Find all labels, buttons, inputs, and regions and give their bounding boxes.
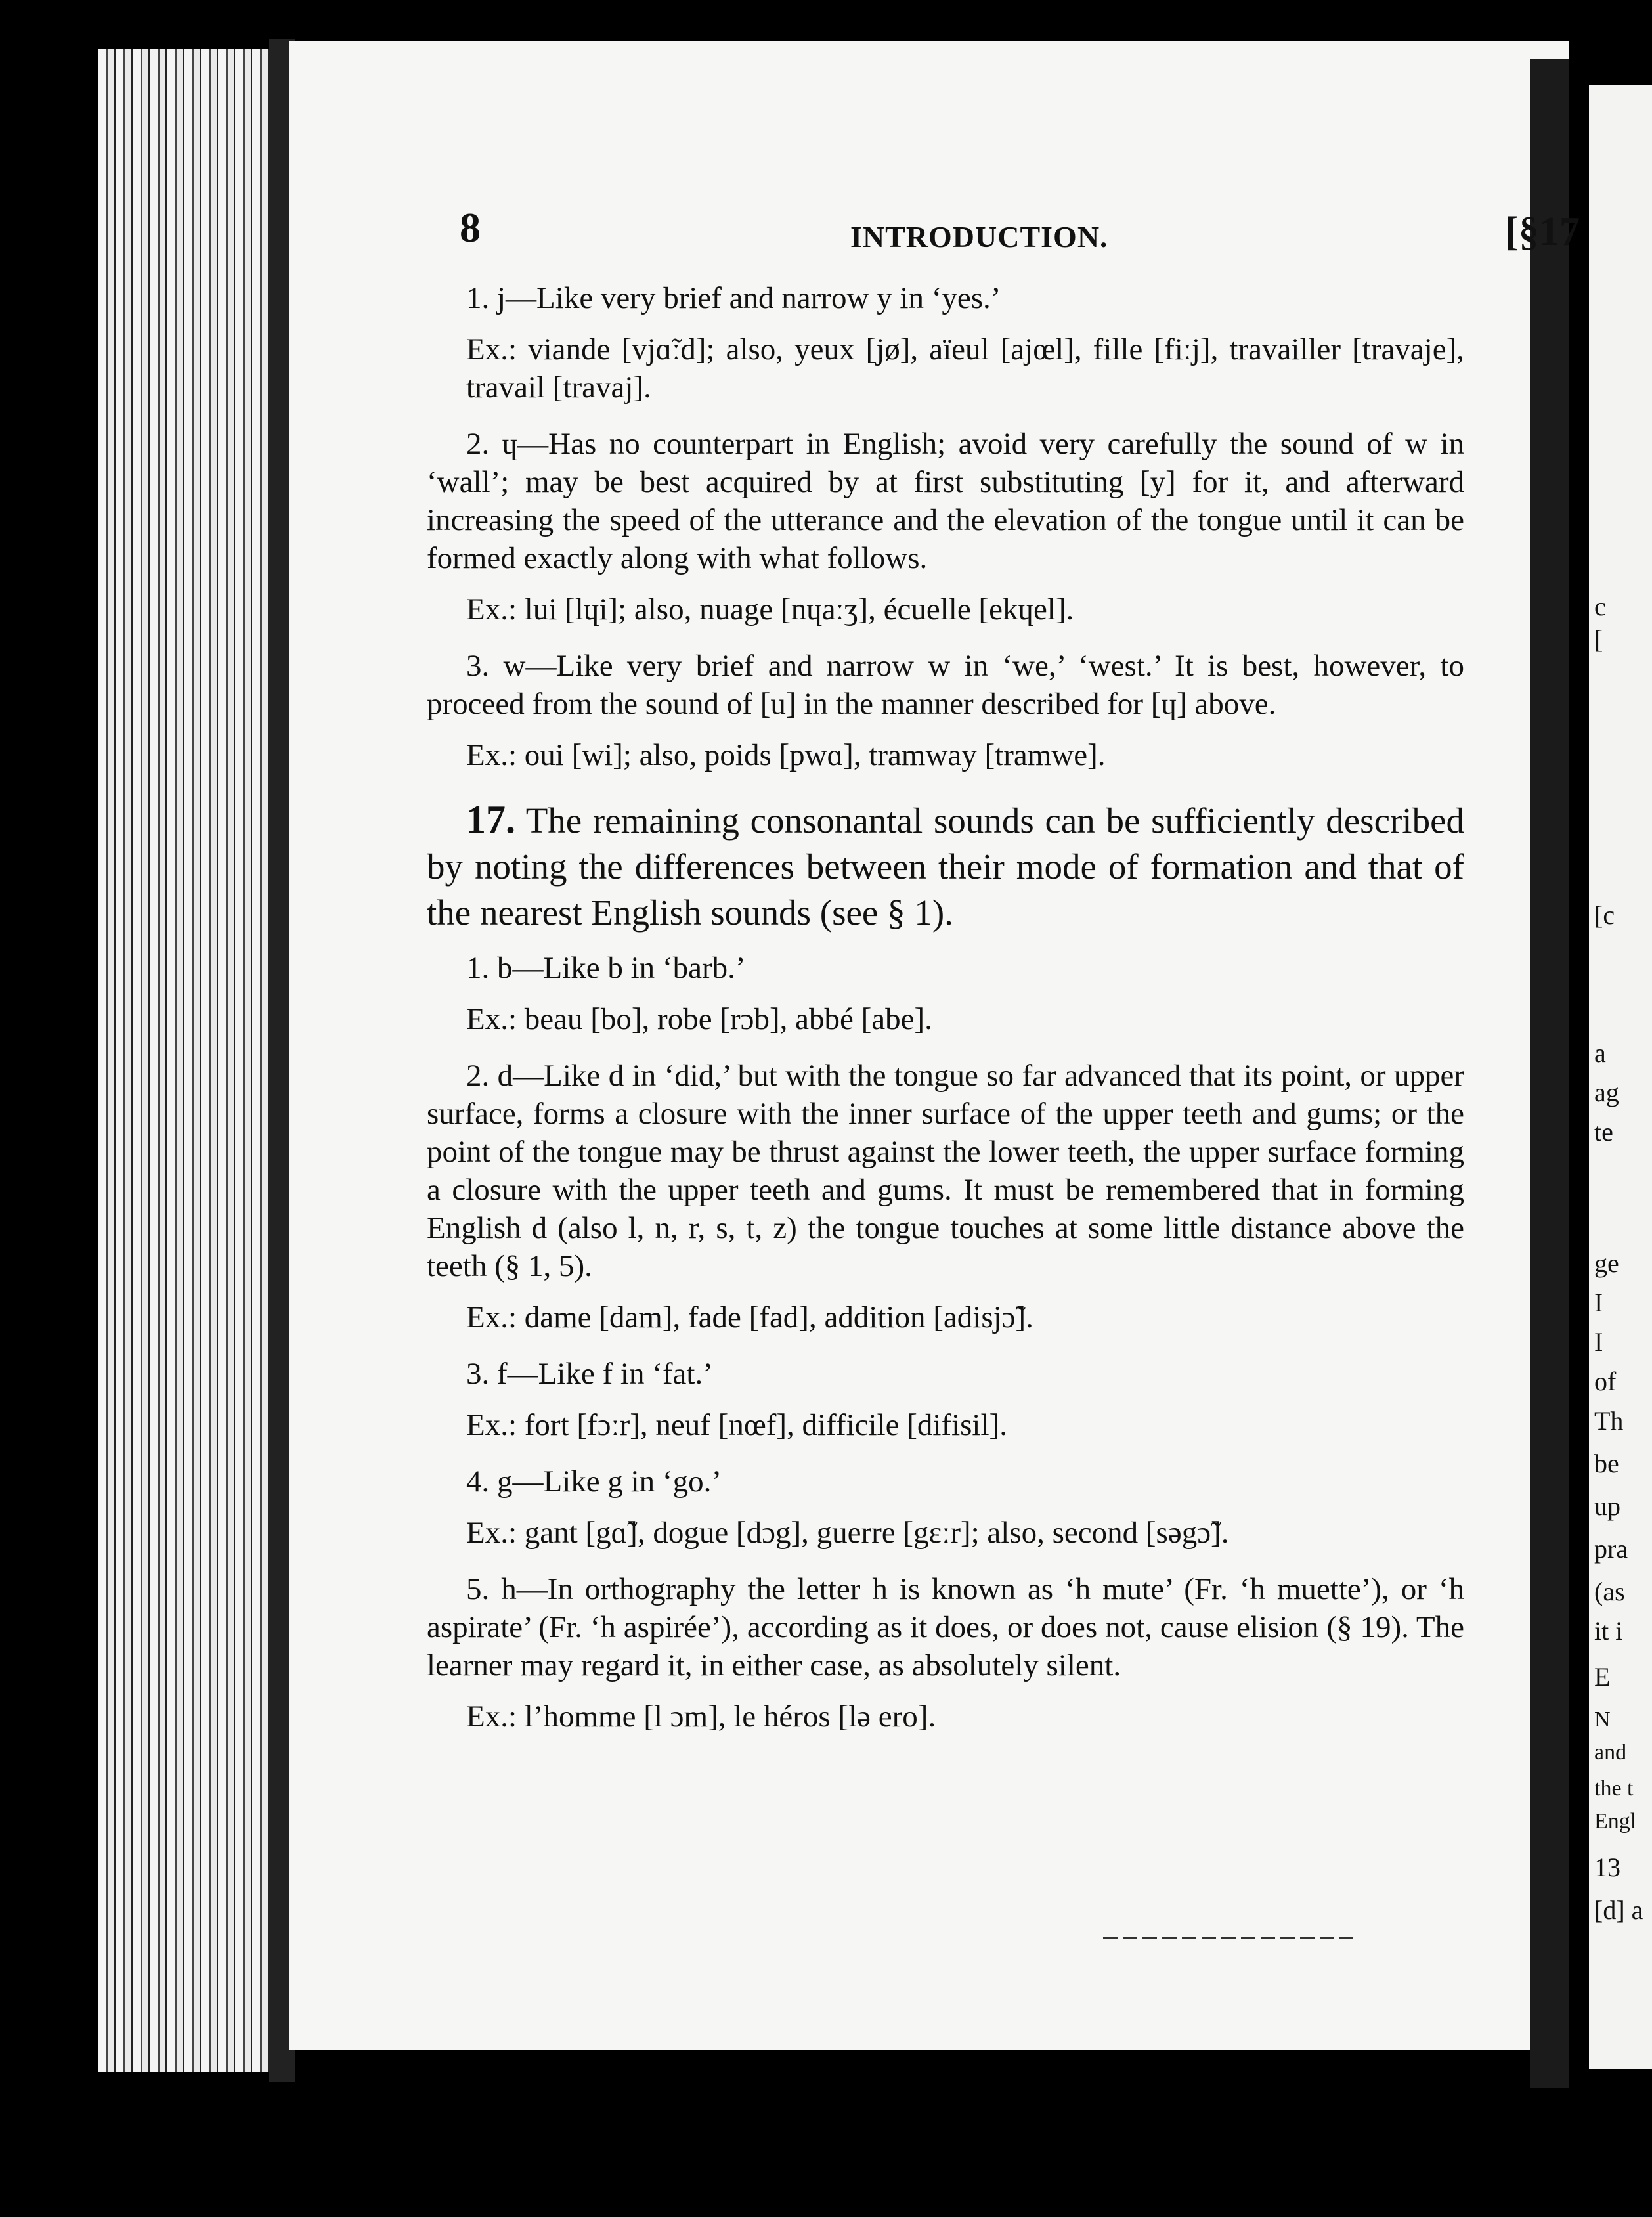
section-number: 17. [466, 798, 515, 841]
item-paragraph: 1. b—Like b in ‘barb.’ [466, 951, 746, 985]
page-number: 8 [460, 204, 481, 251]
example-paragraph: Ex.: gant [gɑ̃], dogue [dɔg], guerre [gɛːr]; also, second [səgɔ̃]. [466, 1516, 1229, 1550]
facing-fragment: (as [1594, 1577, 1625, 1606]
facing-fragment: of [1594, 1367, 1617, 1396]
example-paragraph: Ex.: fort [fɔːr], neuf [nœf], difficile [difisil]. [466, 1408, 1007, 1442]
section-text: The remaining consonantal sounds can be sufficiently described by noting the differences between their mode of formation and that of the nearest English sounds (see § 1). [427, 801, 1464, 933]
facing-fragment: te [1594, 1117, 1613, 1147]
example-paragraph: Ex.: lui [lɥi]; also, nuage [nɥaːʒ], écuelle [ekɥel]. [466, 592, 1074, 626]
page-title: INTRODUCTION. [850, 220, 1108, 253]
facing-fragment: c [1594, 592, 1606, 621]
facing-fragment: Th [1594, 1406, 1624, 1436]
page-edges [98, 49, 289, 2072]
facing-fragment: ag [1594, 1078, 1619, 1107]
facing-fragment: be [1594, 1449, 1619, 1478]
facing-fragment: [ [1594, 625, 1603, 654]
example-paragraph: Ex.: dame [dam], fade [fad], addition [adisjɔ̃]. [466, 1300, 1033, 1334]
facing-fragment: 13 [1594, 1853, 1620, 1882]
section-reference: [§17 [1505, 209, 1580, 254]
facing-fragment: I [1594, 1327, 1603, 1357]
facing-fragment: I [1594, 1288, 1603, 1317]
facing-fragment: the t [1594, 1776, 1634, 1801]
page-body [427, 279, 1464, 1754]
section-paragraph [427, 797, 1464, 936]
facing-fragment: [c [1594, 900, 1615, 930]
item-paragraph: 5. h—In orthography the letter h is known as ‘h mute’ (Fr. ‘h muette’), or ‘h aspirate’ (Fr. ‘h aspirée’), according as it does, or does not, cause elision (§ 19). The learner may regard it, in either case, as absolutely silent. [427, 1572, 1464, 1682]
facing-fragment: ge [1594, 1248, 1619, 1278]
facing-fragment: E [1594, 1662, 1611, 1692]
item-paragraph: 1. j—Like very brief and narrow y in ‘yes.’ [466, 281, 1001, 315]
facing-fragment: it i [1594, 1616, 1623, 1646]
item-paragraph: 4. g—Like g in ‘go.’ [466, 1464, 722, 1499]
facing-fragment: up [1594, 1491, 1620, 1521]
bottom-rule [1103, 1937, 1353, 1939]
item-paragraph: 3. f—Like f in ‘fat.’ [466, 1357, 713, 1391]
example-paragraph: Ex.: l’homme [l ɔm], le héros [lə ero]. [466, 1700, 936, 1734]
example-paragraph: Ex.: beau [bo], robe [rɔb], abbé [abe]. [466, 1002, 932, 1036]
book-gutter [1530, 59, 1569, 2088]
facing-fragment: [d] a [1594, 1895, 1643, 1925]
example-paragraph: Ex.: viande [vjɑ̃ːd]; also, yeux [jø], aïeul [ajœl], fille [fiːj], travailler [travaje], travail [travaj]. [466, 332, 1464, 405]
running-head [460, 204, 1580, 256]
item-paragraph: 2. d—Like d in ‘did,’ but with the tongue so far advanced that its point, or upper surface, forms a closure with the inner surface of the upper teeth and gums; or the point of the tongue may be thrust against the lower teeth, the upper surface forming a closure with the upper teeth and gums. It must be remembered that in forming English d (also l, n, r, s, t, z) the tongue touches at some little distance above the teeth (§ 1, 5). [427, 1059, 1464, 1283]
item-paragraph: 2. ɥ—Has no counterpart in English; avoid very carefully the sound of w in ‘wall’; may be best acquired by at first substituting [y] for it, and afterward increasing the speed of the utterance and the elevation of the tongue until it can be formed exactly along with what follows. [427, 427, 1464, 575]
item-paragraph: 3. w—Like very brief and narrow w in ‘we,’ ‘west.’ It is best, however, to proceed from the sound of [u] in the manner described for [ɥ] above. [427, 649, 1464, 721]
facing-fragment: pra [1594, 1534, 1628, 1564]
facing-fragment: N [1594, 1707, 1611, 1732]
facing-fragment: a [1594, 1038, 1606, 1068]
facing-page-strip [1589, 85, 1652, 2069]
example-paragraph: Ex.: oui [wi]; also, poids [pwɑ], tramway [tramwe]. [466, 738, 1106, 772]
facing-fragment: Engl [1594, 1809, 1637, 1833]
facing-fragment: and [1594, 1740, 1627, 1765]
